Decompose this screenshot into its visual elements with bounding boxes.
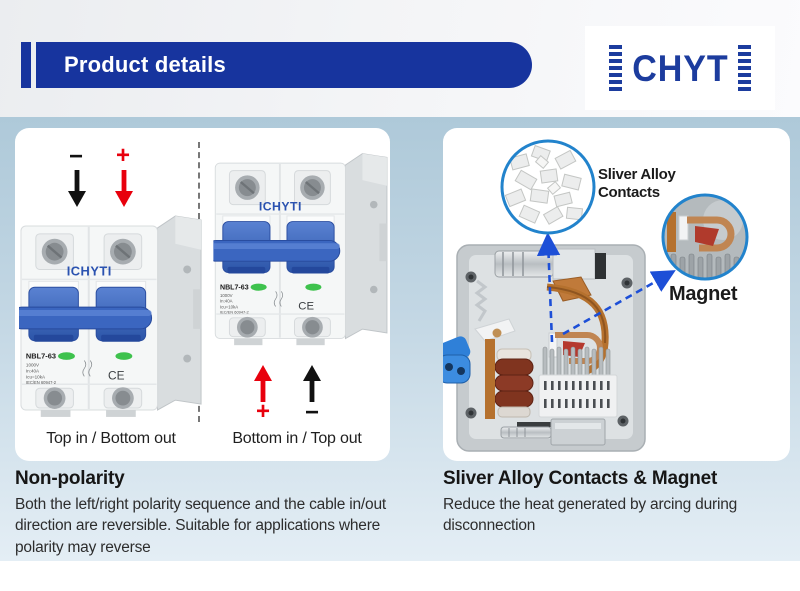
circuit-breaker-top-in xyxy=(19,210,207,420)
caption-top-in-bottom-out: Top in / Bottom out xyxy=(46,430,176,447)
contacts-label-line1: Sliver Alloy xyxy=(598,166,676,183)
logo-stripes-right-icon xyxy=(738,45,751,91)
plus-sign: + xyxy=(116,142,131,169)
contacts-label-line2: Contacts xyxy=(598,184,660,202)
non-polarity-heading: Non-polarity xyxy=(15,468,125,489)
plus-sign: + xyxy=(256,398,271,425)
contacts-callout-circle xyxy=(502,141,594,233)
page-title: Product details xyxy=(64,52,226,77)
up-arrow-red-icon xyxy=(252,364,274,402)
minus-sign: − xyxy=(69,143,84,170)
section-banner xyxy=(36,42,532,88)
non-polarity-panel xyxy=(15,128,390,461)
contacts-magnet-panel xyxy=(443,128,790,461)
banner-accent-bar xyxy=(21,42,31,88)
contacts-magnet-section xyxy=(443,468,785,537)
contacts-magnet-heading: Sliver Alloy Contacts & Magnet xyxy=(443,468,718,489)
logo-brand-text: CHYT xyxy=(631,47,729,89)
background-bottom xyxy=(0,561,800,591)
magnet-callout-circle xyxy=(663,195,747,281)
down-arrow-red-icon xyxy=(113,170,135,208)
magnet-callout-label: Magnet xyxy=(669,283,738,305)
caption-bottom-in-top-out: Bottom in / Top out xyxy=(232,430,362,447)
non-polarity-body: Both the left/right polarity sequence and the cable in/out direction are reversible. Suitable for applications where polarity may reverse xyxy=(15,496,386,556)
brand-logo xyxy=(585,26,775,110)
cutaway-breaker xyxy=(443,245,645,451)
logo-stripes-left-icon xyxy=(609,45,622,91)
circuit-breaker-bottom-in xyxy=(213,148,393,348)
minus-sign: − xyxy=(305,399,320,426)
non-polarity-section xyxy=(15,468,423,558)
up-arrow-black-icon xyxy=(301,364,323,402)
contacts-callout-label xyxy=(598,166,688,203)
down-arrow-black-icon xyxy=(66,170,88,208)
contacts-magnet-body: Reduce the heat generated by arcing during disconnection xyxy=(443,496,738,535)
